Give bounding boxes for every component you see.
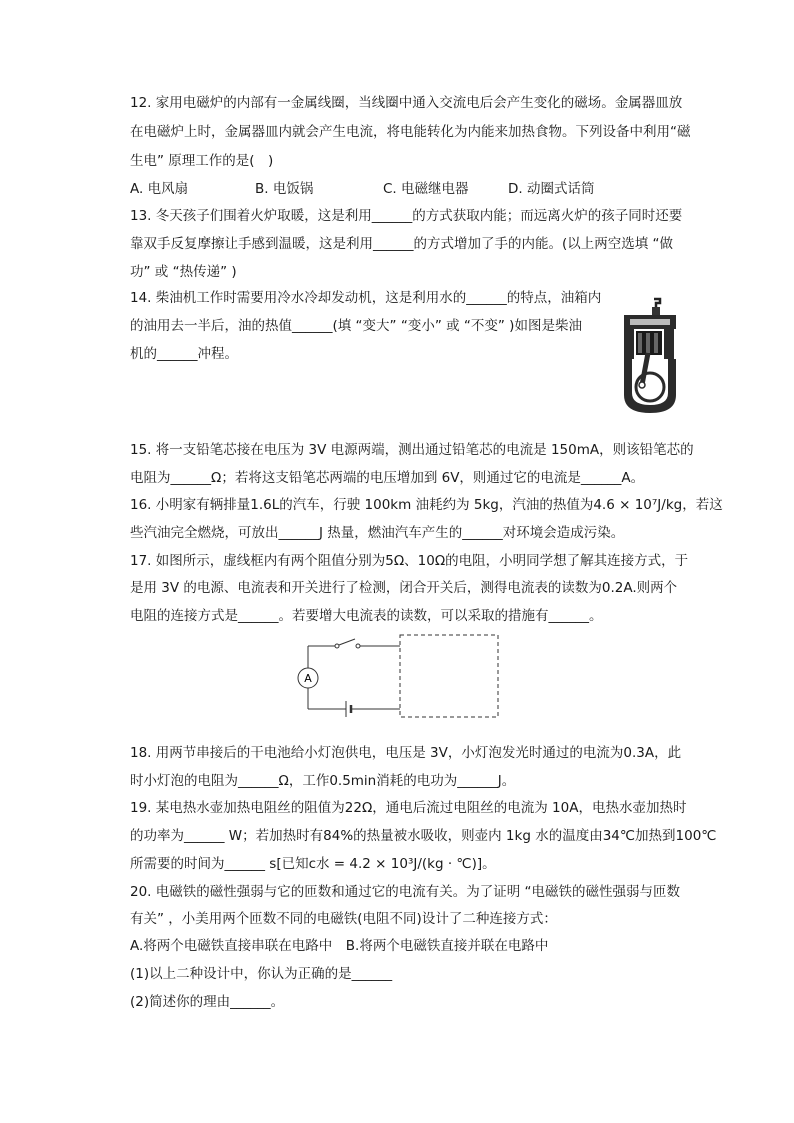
q12-option-d: D. 动圈式话筒 [508, 181, 595, 197]
q14-line-3: 机的______冲程。 [130, 346, 238, 362]
q15-line-2: 电阻为______Ω；若将这支铅笔芯两端的电压增加到 6V，则通过它的电流是______A。 [130, 470, 645, 486]
diesel-engine-icon [620, 295, 678, 415]
circuit-diagram [290, 630, 505, 722]
q18-line-1: 18. 用两节串接后的干电池给小灯泡供电，电压是 3V，小灯泡发光时通过的电流为0.3A，此 [130, 745, 682, 761]
q13-line-3: 功” 或 “热传递” ) [130, 264, 237, 280]
diesel-engine-figure [620, 295, 678, 415]
q12-line-2: 在电磁炉上时，金属器皿内就会产生电流，将电能转化为内能来加热食物。下列设备中利用“磁 [130, 124, 691, 140]
q15-line-1: 15. 将一支铅笔芯接在电压为 3V 电源两端，测出通过铅笔芯的电流是 150mA，则该铅笔芯的 [130, 442, 694, 458]
q19-line-3: 所需要的时间为______ s[已知c水 = 4.2 × 10³J/(kg · ℃)]。 [130, 856, 496, 872]
q14-line-2: 的油用去一半后，油的热值______(填 “变大” “变小” 或 “不变” )如图是柴油 [130, 318, 582, 334]
q20-line-2: 有关” ，小美用两个匝数不同的电磁铁(电阻不同)设计了二种连接方式： [130, 911, 557, 927]
q20-line-1: 20. 电磁铁的磁性强弱与它的匝数和通过它的电流有关。为了证明 “电磁铁的磁性强弱与匝数 [130, 884, 681, 900]
q20-line-5: (2)简述你的理由______。 [130, 994, 285, 1010]
switch-pivot [335, 644, 339, 648]
switch-blade [339, 639, 355, 645]
q13-line-1: 13. 冬天孩子们围着火炉取暖，这是利用______的方式获取内能；而远离火炉的孩子同时还要 [130, 208, 683, 224]
q12-line-3: 生电” 原理工作的是( ) [130, 153, 274, 169]
q12-line-1: 12. 家用电磁炉的内部有一金属线圈，当线圈中通入交流电后会产生变化的磁场。金属器皿放 [130, 95, 683, 111]
q19-line-2: 的功率为______ W；若加热时有84%的热量被水吸收，则壶内 1kg 水的温度由34℃加热到100℃ [130, 828, 717, 844]
q12-option-c: C. 电磁继电器 [383, 181, 469, 197]
q19-line-1: 19. 某电热水壶加热电阻丝的阻值为22Ω，通电后流过电阻丝的电流为 10A，电热水壶加热时 [130, 800, 687, 816]
q17-line-3: 电阻的连接方式是______。若要增大电流表的读数，可以采取的措施有______。 [130, 608, 603, 624]
switch-contact [356, 644, 360, 648]
q14-line-1: 14. 柴油机工作时需要用冷水冷却发动机，这是利用水的______的特点，油箱内 [130, 290, 602, 306]
q20-line-3: A.将两个电磁铁直接串联在电路中 B.将两个电磁铁直接并联在电路中 [130, 938, 549, 954]
q16-line-1: 16. 小明家有辆排量1.6L的汽车，行驶 100km 油耗约为 5kg，汽油的热值为4.6 × 10⁷J/kg，若这 [130, 497, 723, 513]
dashed-box [400, 635, 498, 717]
q12-option-a: A. 电风扇 [130, 181, 189, 197]
ammeter-label: A [304, 672, 312, 685]
q17-line-1: 17. 如图所示，虚线框内有两个阻值分别为5Ω、10Ω的电阻，小明同学想了解其连接方式，于 [130, 553, 689, 569]
q18-line-2: 时小灯泡的电阻为______Ω，工作0.5min消耗的电功为______J。 [130, 773, 516, 789]
q13-line-2: 靠双手反复摩擦让手感到温暖，这是利用______的方式增加了手的内能。(以上两空选填 “做 [130, 236, 674, 252]
q12-option-b: B. 电饭锅 [255, 181, 314, 197]
q16-line-2: 些汽油完全燃烧，可放出______J 热量，燃油汽车产生的______对环境会造成污染。 [130, 525, 625, 541]
q20-line-4: (1)以上二种设计中，你认为正确的是______ [130, 966, 393, 982]
q17-line-2: 是用 3V 的电源、电流表和开关进行了检测，闭合开关后，测得电流表的读数为0.2A.则两个 [130, 580, 678, 596]
